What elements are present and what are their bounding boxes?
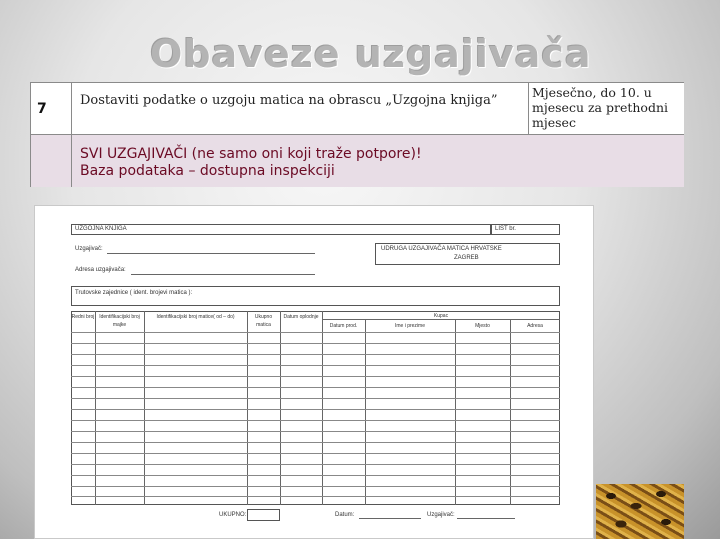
col-header: Ukupno matica <box>254 314 273 328</box>
note-line-1: SVI UZGAJIVAČI (ne samo oni koji traže potpore)! <box>80 146 422 162</box>
form-date-label: Datum: <box>335 512 355 518</box>
obligation-table <box>30 82 684 187</box>
col-header: Identifikacijski broj matice( od – do) <box>156 314 235 320</box>
obligation-description: Dostaviti podatke o uzgoju matica na obrascu „Uzgojna knjiga” <box>80 93 498 108</box>
description-cell <box>72 83 528 135</box>
form-list-label: LIST br. <box>495 226 516 232</box>
row-number: 7 <box>37 101 47 117</box>
table-row <box>71 343 560 344</box>
form-signature-label: Uzgajivač: <box>427 512 455 518</box>
col-header: Datum prod. <box>329 323 358 329</box>
form-breeder-line <box>107 253 315 254</box>
col-header: Identifikacijski broj majke <box>99 314 140 328</box>
slide-title: Obaveze uzgajivača <box>150 32 592 76</box>
col-header: Ime i prezime <box>394 323 425 329</box>
uzgojna-knjiga-form-image <box>34 205 594 539</box>
table-row <box>71 453 560 454</box>
table-row <box>71 496 560 497</box>
col-header: Redni broj <box>71 314 95 320</box>
table-row <box>71 475 560 476</box>
table-row <box>71 376 560 377</box>
form-signature-line <box>457 518 515 519</box>
table-row <box>71 409 560 410</box>
empty-number-cell <box>31 135 72 187</box>
table-row <box>71 486 560 487</box>
table-row <box>71 420 560 421</box>
form-title: UZGOJNA KNJIGA <box>75 226 127 232</box>
table-row <box>71 332 560 333</box>
note-cell <box>72 135 684 187</box>
form-date-line <box>359 518 421 519</box>
table-row <box>71 365 560 366</box>
note-line-2: Baza podataka – dostupna inspekciji <box>80 163 335 179</box>
table-row <box>71 464 560 465</box>
col-header: Adresa <box>527 323 543 329</box>
bees-photo <box>596 484 684 539</box>
obligation-deadline: Mjesečno, do 10. u mjesecu za prethodni mjesec <box>532 85 668 130</box>
form-address-label: Adresa uzgajivača: <box>75 267 126 273</box>
table-row <box>71 431 560 432</box>
form-association-line1: UDRUGA UZGAJIVAČA MATICA HRVATSKE <box>381 246 502 252</box>
form-association-line2: ZAGREB <box>454 255 479 261</box>
table-row <box>71 387 560 388</box>
grid-col-line <box>365 320 366 505</box>
form-total-label: UKUPNO: <box>219 512 247 518</box>
form-title-box <box>71 224 491 235</box>
grid-col-line <box>455 320 456 505</box>
deadline-cell <box>528 83 684 135</box>
form-address-line <box>131 274 315 275</box>
form-colonies-label: Trutovske zajednice ( ident. brojevi matica ): <box>75 290 193 296</box>
grid-col-line <box>510 320 511 505</box>
form-colonies-box <box>71 286 560 306</box>
table-row <box>71 442 560 443</box>
buyer-group-header: Kupac <box>433 313 449 319</box>
table-row <box>71 354 560 355</box>
row-number-cell <box>31 83 72 135</box>
col-header: Mjesto <box>475 323 490 329</box>
table-row <box>71 398 560 399</box>
form-breeder-label: Uzgajivač: <box>75 246 103 252</box>
form-total-box <box>247 509 280 521</box>
col-header: Datum oplodnje <box>283 314 319 320</box>
